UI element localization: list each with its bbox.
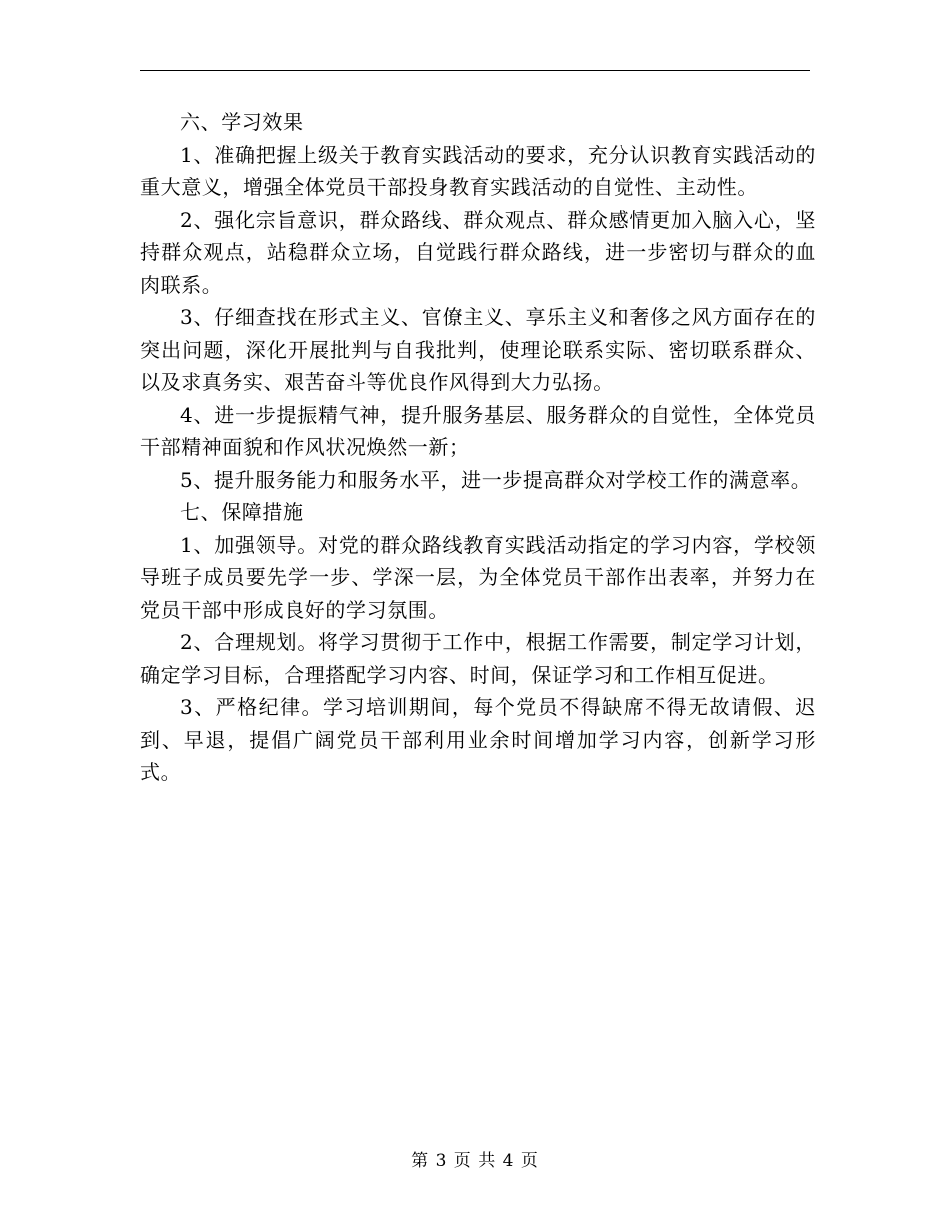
page-number-footer: 第 3 页 共 4 页 [411,1151,539,1171]
learning-effect-item-5: 5、提升服务能力和服务水平，进一步提高群众对学校工作的满意率。 [180,467,812,492]
document-body [140,106,816,789]
learning-effect-item-1: 1、准确把握上级关于教育实践活动的要求，充分认识教育实践活动的重大意义，增强全体党员干部投身教育实践活动的自觉性、主动性。 [140,142,816,199]
safeguard-item-1: 1、加强领导。对党的群众路线教育实践活动指定的学习内容，学校领导班子成员要先学一步、学深一层，为全体党员干部作出表率，并努力在党员干部中形成良好的学习氛围。 [140,532,816,622]
section-heading-safeguards: 七、保障措施 [180,500,304,524]
learning-effect-item-3: 3、仔细查找在形式主义、官僚主义、享乐主义和奢侈之风方面存在的突出问题，深化开展批判与自我批判，使理论联系实际、密切联系群众、以及求真务实、艰苦奋斗等优良作风得到大力弘扬。 [140,305,816,394]
learning-effect-item-4: 4、进一步提振精气神，提升服务基层、服务群众的自觉性，全体党员干部精神面貌和作风状况焕然一新； [140,402,816,459]
section-heading-learning-effects: 六、学习效果 [180,110,304,134]
safeguard-item-2: 2、合理规划。将学习贯彻于工作中，根据工作需要，制定学习计划，确定学习目标，合理搭配学习内容、时间，保证学习和工作相互促进。 [140,630,816,687]
safeguard-item-3: 3、严格纪律。学习培训期间，每个党员不得缺席不得无故请假、迟到、早退，提倡广阔党员干部利用业余时间增加学习内容，创新学习形式。 [140,695,816,784]
header-rule [140,70,810,71]
learning-effect-item-2: 2、强化宗旨意识，群众路线、群众观点、群众感情更加入脑入心，坚持群众观点，站稳群众立场，自觉践行群众路线，进一步密切与群众的血肉联系。 [140,207,816,297]
